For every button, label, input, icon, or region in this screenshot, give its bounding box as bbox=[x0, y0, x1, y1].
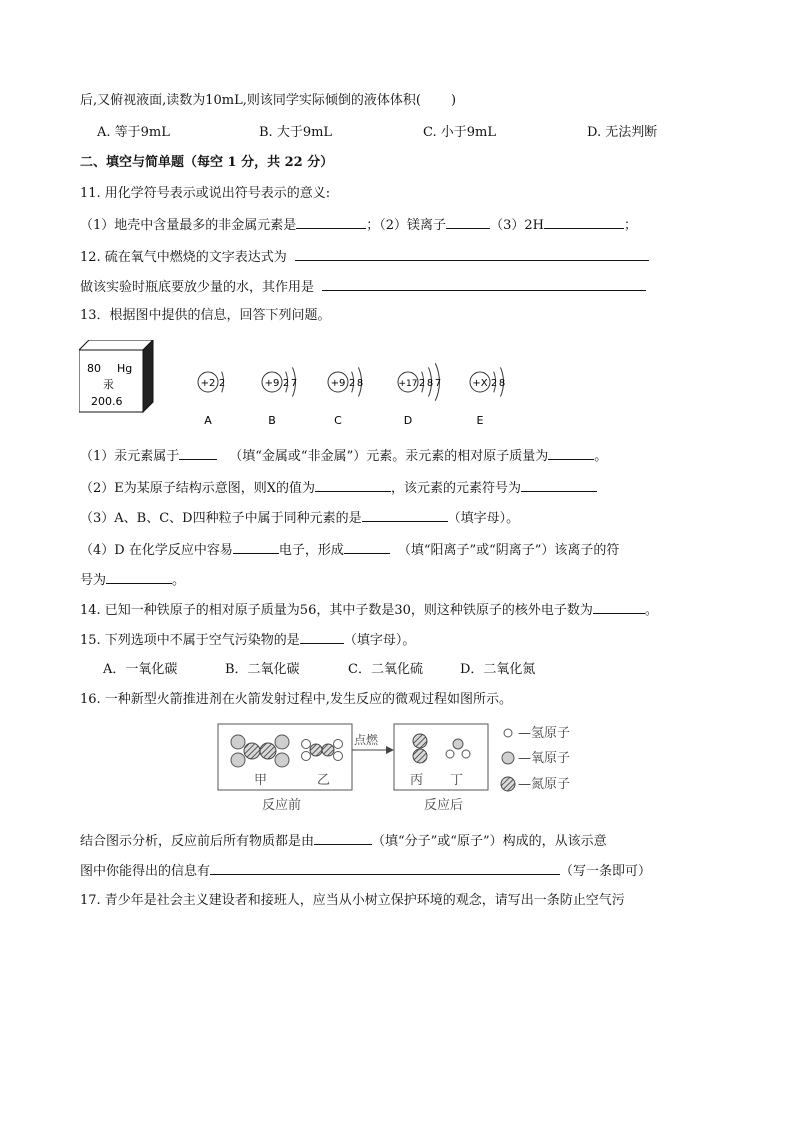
legend-nitrogen-icon bbox=[501, 777, 515, 791]
q15-option-b: B．二氧化碳 bbox=[225, 662, 300, 677]
particle-label: A bbox=[204, 414, 212, 427]
q11-end: ； bbox=[623, 218, 637, 233]
shell-electron-count: 2 bbox=[282, 378, 290, 389]
q13-s3a: （3）A、B、C、D四种粒子中属于同种元素的是 bbox=[80, 511, 362, 526]
label-yi: 乙 bbox=[317, 773, 331, 788]
q10-text: 后,又俯视液面,读数为10mL,则该同学实际倾倒的液体体积( bbox=[80, 93, 421, 108]
label-bing: 丙 bbox=[410, 773, 424, 788]
q16-text2b: （写一条即可） bbox=[560, 864, 652, 879]
legend-hydrogen-icon bbox=[504, 729, 512, 737]
q16-text1: 结合图示分析，反应前后所有物质都是由 bbox=[80, 834, 315, 849]
q13-s2a: （2）E为某原子结构示意图，则X的值为 bbox=[80, 481, 316, 496]
q13-blank-6[interactable] bbox=[233, 540, 279, 554]
q13-s3 bbox=[80, 508, 519, 528]
q16-text1b: （填“分子”或“原子”）构成的，从该示意 bbox=[372, 834, 607, 849]
element-card bbox=[79, 340, 159, 414]
shell-electron-count: 8 bbox=[426, 378, 434, 389]
shell-electron-count: 8 bbox=[498, 378, 506, 389]
atom-structure-diagrams bbox=[180, 340, 520, 430]
q13-s1 bbox=[80, 446, 607, 466]
q16-line2 bbox=[80, 861, 651, 881]
reaction-diagram bbox=[212, 718, 602, 818]
nucleus-charge: +2 bbox=[200, 378, 216, 389]
section-title: 二、填空与简单题（每空 1 分，共 22 分） bbox=[80, 155, 334, 170]
q15-option-d: D．二氧化氮 bbox=[460, 662, 536, 677]
q13-s4e: 。 bbox=[172, 573, 186, 588]
q13-s4-cont bbox=[80, 570, 185, 590]
q10-option-b: B. 大于9mL bbox=[259, 125, 333, 140]
element-mass: 200.6 bbox=[91, 395, 123, 408]
legend-oxygen-icon bbox=[502, 752, 514, 764]
q12-blank-1[interactable] bbox=[295, 247, 649, 261]
q13-s4c: （填“阳离子”或“阴离子”）该离子的符 bbox=[397, 543, 620, 558]
particle-d bbox=[398, 363, 441, 427]
q11-p1: （1）地壳中含量最多的非金属元素是 bbox=[80, 218, 297, 233]
q16-line1 bbox=[80, 831, 607, 851]
caption-after: 反应后 bbox=[424, 798, 464, 813]
label-jia: 甲 bbox=[254, 773, 268, 788]
label-ding: 丁 bbox=[450, 773, 464, 788]
q11-stem: 11. 用化学符号表示或说出符号表示的意义: bbox=[80, 186, 331, 201]
q15-option-a: A．一氧化碳 bbox=[103, 662, 178, 677]
q12-blank-2[interactable] bbox=[322, 277, 646, 291]
q11-parts bbox=[80, 215, 637, 235]
element-name: 汞 bbox=[103, 378, 114, 391]
q10-paren: ) bbox=[450, 93, 457, 108]
q15-text: 15. 下列选项中不属于空气污染物的是 bbox=[80, 633, 300, 648]
q13-blank-4[interactable] bbox=[521, 478, 597, 492]
q13-s1c: 。 bbox=[594, 449, 608, 464]
shell-electron-count: 2 bbox=[348, 378, 356, 389]
particle-b bbox=[262, 367, 297, 427]
q11-blank-1[interactable] bbox=[296, 215, 366, 229]
q13-blank-2[interactable] bbox=[548, 446, 594, 460]
q13-s1b: （填“金属或“非金属”）元素。汞元素的相对原子质量为 bbox=[229, 449, 549, 464]
q12-line2 bbox=[80, 277, 646, 297]
legend-hydrogen: —氢原子 bbox=[518, 726, 571, 741]
q13-blank-5[interactable] bbox=[362, 508, 448, 522]
q13-blank-8[interactable] bbox=[106, 570, 172, 584]
q17-line: 17. 青少年是社会主义建设者和接班人，应当从小树立保护环境的观念，请写出一条防止空气污 bbox=[80, 893, 625, 908]
q14-line bbox=[80, 600, 658, 620]
q16-blank-1[interactable] bbox=[314, 831, 372, 845]
q16-blank-2[interactable] bbox=[210, 861, 560, 875]
q16-text2: 图中你能得出的信息有 bbox=[80, 864, 211, 879]
shell-electron-count: 2 bbox=[490, 378, 498, 389]
q14-blank[interactable] bbox=[593, 600, 645, 614]
q13-s4d: 号为 bbox=[80, 573, 107, 588]
q13-s4a: （4）D 在化学反应中容易 bbox=[80, 543, 233, 558]
legend-oxygen: —氧原子 bbox=[518, 751, 571, 766]
shell-electron-count: 7 bbox=[290, 378, 298, 389]
q10-option-c: C. 小于9mL bbox=[423, 125, 496, 140]
q10-line bbox=[80, 92, 456, 110]
element-symbol: Hg bbox=[117, 362, 133, 375]
q10-option-d: D. 无法判断 bbox=[587, 125, 658, 140]
particle-label: B bbox=[268, 414, 276, 427]
q13-blank-1[interactable] bbox=[179, 446, 217, 460]
particle-e bbox=[470, 367, 505, 427]
caption-before: 反应前 bbox=[262, 798, 302, 813]
q13-blank-7[interactable] bbox=[344, 540, 390, 554]
q12-line1 bbox=[80, 247, 649, 267]
q15-line bbox=[80, 630, 415, 650]
arrow-label: 点燃 bbox=[354, 733, 379, 747]
q13-s2 bbox=[80, 478, 597, 498]
nucleus-charge: +17 bbox=[398, 379, 418, 389]
q14-end: 。 bbox=[644, 603, 658, 618]
q16-stem: 16. 一种新型火箭推进剂在火箭发射过程中,发生反应的微观过程如图所示。 bbox=[80, 692, 512, 707]
nucleus-charge: +9 bbox=[264, 378, 280, 389]
q15-end: （填字母）。 bbox=[343, 633, 416, 648]
q13-s3b: （填字母）。 bbox=[447, 511, 520, 526]
q11-p2: ；（2）镁离子 bbox=[366, 218, 447, 233]
q13-blank-3[interactable] bbox=[315, 478, 391, 492]
particle-label: E bbox=[476, 414, 484, 427]
shell-electron-count: 2 bbox=[418, 378, 426, 389]
particle-a bbox=[198, 372, 225, 427]
q10-option-a: A. 等于9mL bbox=[97, 125, 170, 140]
particle-label: C bbox=[334, 414, 342, 427]
legend-nitrogen: —氮原子 bbox=[518, 777, 571, 792]
nucleus-charge: +9 bbox=[330, 378, 346, 389]
q12-text2: 做该实验时瓶底要放少量的水，其作用是 bbox=[80, 280, 315, 295]
q13-stem: 13．根据图中提供的信息，回答下列问题。 bbox=[80, 308, 331, 323]
shell-electron-count: 7 bbox=[434, 378, 442, 389]
q13-s4b: 电子，形成 bbox=[278, 543, 344, 558]
q15-blank[interactable] bbox=[300, 630, 344, 644]
q11-p3: （3）2H bbox=[490, 218, 544, 233]
q13-s1a: （1）汞元素属于 bbox=[80, 449, 180, 464]
q13-s2b: ，该元素的元素符号为 bbox=[391, 481, 522, 496]
after-box bbox=[394, 724, 488, 790]
particle-c bbox=[328, 367, 363, 427]
q15-option-c: C．二氧化硫 bbox=[348, 662, 423, 677]
nucleus-charge: +X bbox=[472, 378, 488, 389]
q14-text: 14. 已知一种铁原子的相对原子质量为56，其中子数是30，则这种铁原子的核外电子数为 bbox=[80, 603, 593, 618]
shell-electron-count: 8 bbox=[356, 378, 364, 389]
q11-blank-2[interactable] bbox=[446, 215, 490, 229]
q12-text1: 12. 硫在氧气中燃烧的文字表达式为 bbox=[80, 250, 287, 265]
q13-s4 bbox=[80, 540, 619, 560]
q11-blank-3[interactable] bbox=[544, 215, 624, 229]
shell-electron-count: 2 bbox=[218, 378, 226, 389]
particle-label: D bbox=[403, 414, 413, 427]
element-number: 80 bbox=[87, 362, 101, 375]
